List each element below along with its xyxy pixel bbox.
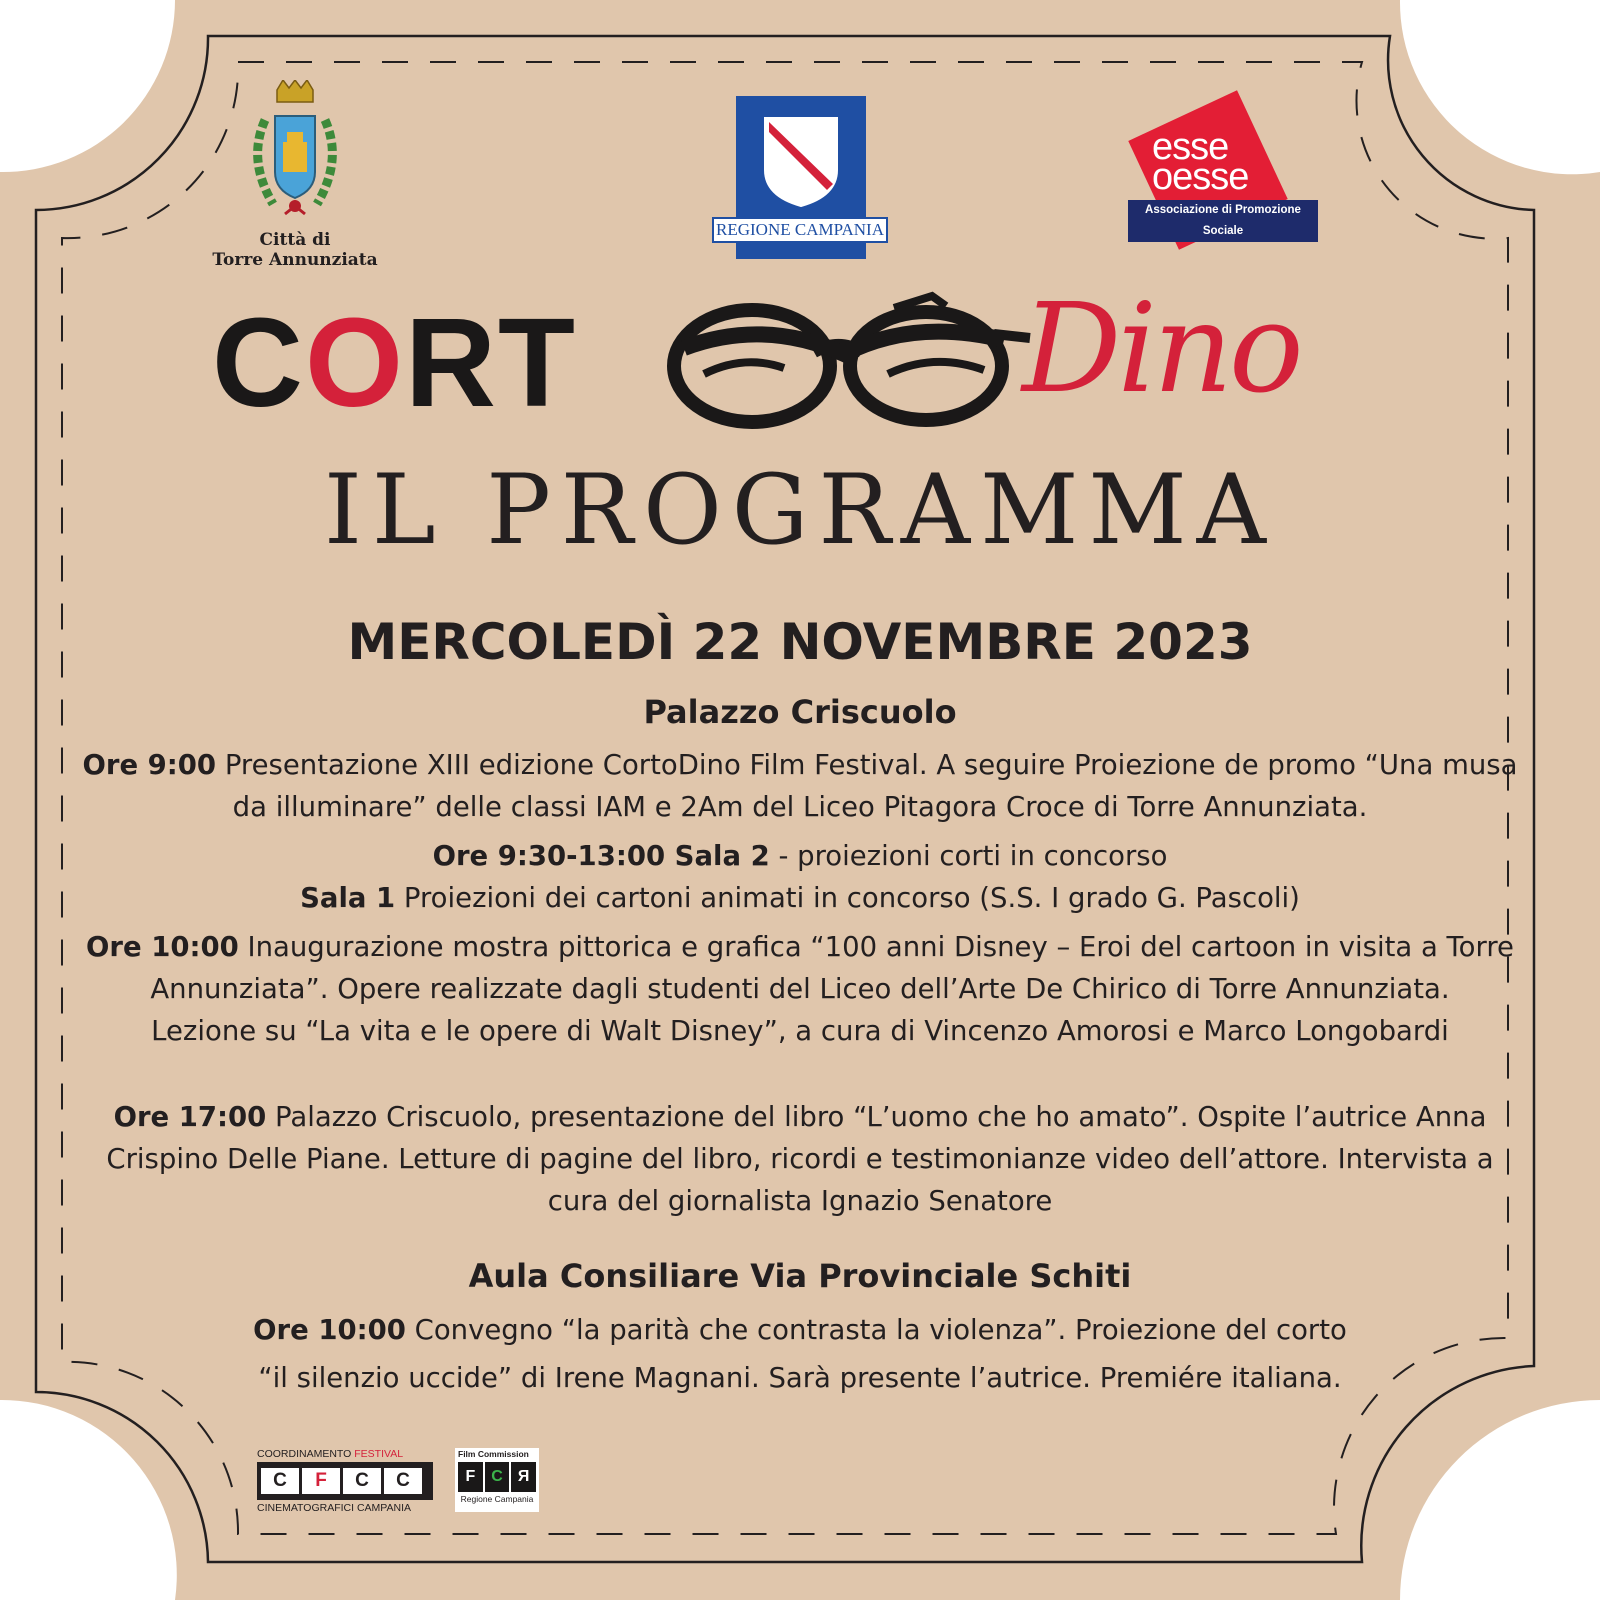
cortodino-logo [212, 278, 1392, 438]
corto-rt: RT [405, 292, 577, 433]
program-item-4 [72, 1096, 1528, 1222]
coat-of-arms-icon [235, 80, 355, 230]
fcr-letter-3: Я [511, 1462, 536, 1492]
program-item-3 [72, 926, 1528, 1052]
program-item-1 [72, 744, 1528, 828]
campania-label: REGIONE CAMPANIA [712, 217, 888, 243]
item-5-time: Ore 10:00 [253, 1314, 406, 1346]
venue-heading-2: Aula Consiliare Via Provinciale Schiti [468, 1257, 1132, 1295]
venue-heading-1: Palazzo Criscuolo [643, 693, 957, 731]
item-2-text-2: Proiezioni dei cartoni animati in concorso (S.S. I grado G. Pascoli) [395, 882, 1300, 914]
program-item-5 [72, 1306, 1528, 1402]
item-2-time-2: Sala 1 [300, 882, 396, 914]
event-date: MERCOLEDÌ 22 NOVEMBRE 2023 [347, 613, 1253, 671]
fcr-letters [455, 1460, 539, 1494]
torre-caption-1: Città di [259, 230, 331, 250]
item-3-text-2: Lezione su “La vita e le opere di Walt Disney”, a cura di Vincenzo Amorosi e Marco Longobardi [151, 1015, 1449, 1047]
cfcc-letter-2: F [302, 1468, 340, 1494]
item-4-time: Ore 17:00 [113, 1101, 267, 1133]
corto-wordmark [212, 292, 577, 433]
item-3-text: Inaugurazione mostra pittorica e grafica “100 anni Disney – Eroi del cartoon in visita a Torre Annunziata”. Opere realizzate dagli studenti del Liceo dell’Arte De Chirico di Torre Annunziata. [150, 931, 1514, 1005]
cfcc-bottom-label: CINEMATOGRAFICI CAMPANIA [257, 1502, 412, 1514]
item-1-text: Presentazione XIII edizione CortoDino Film Festival. A seguire Proiezione de promo “Una musa da illuminare” delle classi IAM e 2Am del Liceo Pitagora Croce di Torre Annunziata. [216, 749, 1518, 823]
esse-word-2: oesse [1152, 156, 1249, 198]
page-title: IL PROGRAMMA [324, 454, 1276, 566]
corto-o: O [305, 292, 406, 433]
cfcc-letter-4: C [384, 1468, 422, 1494]
esse-tagline: Associazione di Promozione Sociale [1128, 200, 1318, 242]
cfcc-logo [257, 1448, 433, 1512]
fcr-top-label: Film Commission [458, 1449, 529, 1459]
item-5-text: Convegno “la parità che contrasta la violenza”. Proiezione del corto [405, 1314, 1347, 1346]
torre-caption-2: Torre Annunziata [212, 250, 378, 270]
cfcc-letter-1: C [261, 1468, 299, 1494]
item-2-text: - proiezioni corti in concorso [769, 840, 1168, 872]
fcr-letter-1: F [458, 1462, 483, 1492]
dino-wordmark: Dino [1022, 277, 1300, 421]
item-1-time: Ore 9:00 [82, 749, 217, 781]
glasses-icon [664, 278, 1044, 438]
item-2-time: Ore 9:30-13:00 Sala 2 [432, 840, 770, 872]
program-item-2 [72, 835, 1528, 919]
cfcc-top-b: FESTIVAL [354, 1448, 404, 1460]
cfcc-letter-3: C [343, 1468, 381, 1494]
fcr-bottom-label: Regione Campania [460, 1494, 534, 1504]
cfcc-film-strip [257, 1462, 433, 1500]
fcr-letter-2: C [485, 1462, 510, 1492]
torre-annunziata-logo [205, 80, 385, 275]
corto-c: C [212, 292, 305, 433]
item-4-text: Palazzo Criscuolo, presentazione del libro “L’uomo che ho amato”. Ospite l’autrice Anna Crispino Delle Piane. Letture di pagine del libro, ricordi e testimonianze video dell’attore. Intervista a cura del giornalista Ignazio Senatore [106, 1101, 1494, 1217]
campania-shield-icon [761, 114, 841, 210]
cfcc-top-label [257, 1448, 433, 1460]
item-5-text-2: “il silenzio uccide” di Irene Magnani. Sarà presente l’autrice. Premiére italiana. [258, 1362, 1342, 1394]
esseoesse-logo [1130, 90, 1330, 255]
film-commission-logo [455, 1448, 539, 1512]
item-3-time: Ore 10:00 [86, 931, 239, 963]
regione-campania-logo [712, 96, 888, 261]
cfcc-top-a: COORDINAMENTO [257, 1448, 355, 1460]
esse-word-1: esse [1152, 126, 1229, 168]
